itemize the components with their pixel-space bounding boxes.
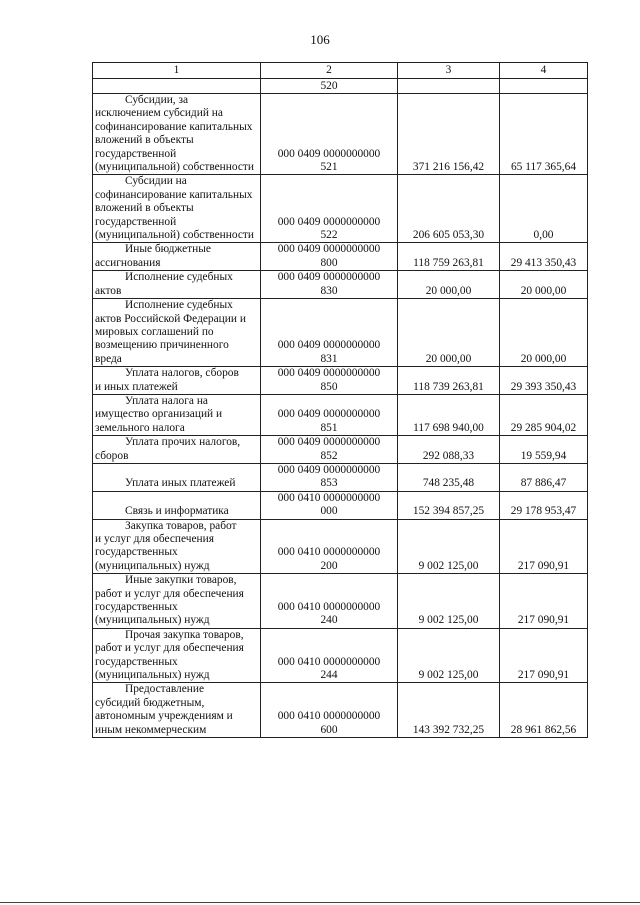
item-name-first-line: Связь и информатика: [125, 505, 229, 518]
table-row: [93, 243, 588, 271]
item-name-continuation: сборов: [95, 449, 129, 462]
budget-code-cell: [261, 491, 398, 519]
budget-code-cell: [261, 367, 398, 395]
budget-code-type: 853: [320, 477, 338, 490]
budget-code-type: 522: [320, 229, 338, 242]
item-name-continuation: актов: [95, 284, 122, 297]
budget-code-cell: [261, 175, 398, 243]
column-number-2: 2: [261, 63, 398, 79]
item-name-continuation: имущество организаций и земельного налога: [95, 408, 223, 434]
amount-column-3: 292 088,33: [398, 436, 500, 464]
item-name-first-line: Иные закупки товаров,: [125, 574, 237, 587]
budget-code-type: 240: [320, 614, 338, 627]
item-name-cell: [93, 491, 261, 519]
budget-code-type: 244: [320, 669, 338, 682]
table-row: [93, 519, 588, 574]
budget-code-main: 000 0409 0000000000: [277, 339, 381, 352]
amount-column-3: 9 002 125,00: [398, 628, 500, 683]
item-name-first-line: Субсидии на: [125, 175, 187, 188]
amount-column-4: 28 961 862,56: [500, 683, 588, 738]
item-name-cell: [93, 367, 261, 395]
item-name-first-line: Прочая закупка товаров,: [125, 628, 244, 641]
table-row: [93, 271, 588, 299]
item-name-cell: [93, 463, 261, 491]
item-name-cell: [93, 683, 261, 738]
item-name-first-line: Иные бюджетные: [125, 243, 211, 256]
amount-column-4: 29 393 350,43: [500, 367, 588, 395]
item-name-first-line: Исполнение судебных: [125, 271, 233, 284]
item-name-continuation: софинансирование капитальных вложений в объекты государственной (муниципальной) собственности: [95, 188, 254, 242]
item-name-first-line: Уплата иных платежей: [125, 477, 236, 490]
continuation-name-cell: [93, 79, 261, 94]
budget-code-cell: [261, 271, 398, 299]
amount-column-3: 9 002 125,00: [398, 574, 500, 629]
continuation-amount-2: [500, 79, 588, 94]
item-name-cell: [93, 394, 261, 435]
budget-code-main: 000 0409 0000000000: [277, 271, 381, 284]
amount-column-4: 0,00: [500, 175, 588, 243]
item-name-cell: [93, 299, 261, 367]
amount-column-4: 29 178 953,47: [500, 491, 588, 519]
budget-code-main: 000 0409 0000000000: [277, 243, 381, 256]
item-name-first-line: Уплата налога на: [125, 394, 208, 407]
item-name-first-line: Исполнение судебных: [125, 299, 233, 312]
budget-code-main: 000 0409 0000000000: [277, 215, 381, 228]
table-row: [93, 367, 588, 395]
item-name-first-line: Предоставление: [125, 683, 205, 696]
budget-code-type: 800: [320, 256, 338, 269]
amount-column-4: 87 886,47: [500, 463, 588, 491]
item-name-cell: [93, 243, 261, 271]
table-header-row: [93, 63, 588, 79]
budget-code-main: 000 0409 0000000000: [277, 463, 381, 476]
amount-column-4: 20 000,00: [500, 299, 588, 367]
budget-code-type: 852: [320, 449, 338, 462]
budget-code-type: 850: [320, 380, 338, 393]
table-row: [93, 394, 588, 435]
page-number: 106: [310, 32, 330, 47]
amount-column-4: 19 559,94: [500, 436, 588, 464]
budget-code-cell: [261, 94, 398, 175]
budget-code-cell: [261, 519, 398, 574]
item-name-cell: [93, 94, 261, 175]
budget-code-type: 521: [320, 161, 338, 174]
amount-column-4: 217 090,91: [500, 628, 588, 683]
amount-column-3: 9 002 125,00: [398, 519, 500, 574]
budget-code-main: 000 0410 0000000000: [277, 710, 381, 723]
table-row: [93, 574, 588, 629]
amount-column-4: 29 285 904,02: [500, 394, 588, 435]
amount-column-3: 20 000,00: [398, 299, 500, 367]
budget-table-body: [93, 63, 588, 738]
amount-column-4: 20 000,00: [500, 271, 588, 299]
budget-code-cell: [261, 436, 398, 464]
amount-column-3: 143 392 732,25: [398, 683, 500, 738]
item-name-continuation: актов Российской Федерации и мировых соглашений по возмещению причиненного вреда: [95, 312, 246, 365]
item-name-continuation: субсидий бюджетным, автономным учреждениям и иным некоммерческим: [95, 696, 233, 736]
amount-column-3: 371 216 156,42: [398, 94, 500, 175]
budget-code-type: 200: [320, 559, 338, 572]
item-name-first-line: Уплата налогов, сборов: [125, 367, 239, 380]
item-name-cell: [93, 436, 261, 464]
item-name-first-line: Закупка товаров, работ: [125, 519, 237, 532]
budget-code-main: 000 0409 0000000000: [277, 367, 381, 380]
table-row: [93, 463, 588, 491]
item-name-continuation: работ и услуг для обеспечения государственных (муниципальных) нужд: [95, 642, 244, 682]
budget-code-cell: [261, 394, 398, 435]
item-name-cell: [93, 519, 261, 574]
item-name-cell: [93, 175, 261, 243]
item-name-first-line: Уплата прочих налогов,: [125, 436, 241, 449]
item-name-cell: [93, 271, 261, 299]
item-name-continuation: работ и услуг для обеспечения государственных (муниципальных) нужд: [95, 587, 244, 627]
budget-code-type: 851: [320, 421, 338, 434]
budget-table: [92, 62, 588, 738]
table-row: [93, 94, 588, 175]
item-name-first-line: Субсидии, за: [125, 94, 189, 106]
budget-code-cell: [261, 628, 398, 683]
table-row: [93, 491, 588, 519]
amount-column-3: 118 759 263,81: [398, 243, 500, 271]
amount-column-3: 118 739 263,81: [398, 367, 500, 395]
budget-code-main: 000 0410 0000000000: [277, 655, 381, 668]
budget-code-cell: [261, 574, 398, 629]
budget-code-cell: [261, 683, 398, 738]
amount-column-4: 217 090,91: [500, 574, 588, 629]
budget-code-cell: [261, 299, 398, 367]
budget-code-main: 000 0409 0000000000: [277, 408, 381, 421]
budget-code-main: 000 0410 0000000000: [277, 491, 381, 504]
amount-column-3: 206 605 053,30: [398, 175, 500, 243]
budget-code-main: 000 0409 0000000000: [277, 147, 381, 160]
table-row: [93, 683, 588, 738]
table-row: [93, 436, 588, 464]
budget-code-type: 600: [320, 723, 338, 736]
item-name-continuation: и услуг для обеспечения государственных (муниципальных) нужд: [95, 533, 214, 572]
budget-code-type: 831: [320, 352, 338, 365]
continuation-amount-1: [398, 79, 500, 94]
amount-column-3: 117 698 940,00: [398, 394, 500, 435]
table-row: [93, 628, 588, 683]
budget-code-main: 000 0410 0000000000: [277, 546, 381, 559]
bottom-rule: [0, 902, 640, 903]
table-row: [93, 175, 588, 243]
budget-code-cell: [261, 243, 398, 271]
budget-code-type: 000: [320, 505, 338, 518]
amount-column-4: 29 413 350,43: [500, 243, 588, 271]
continuation-row: [93, 79, 588, 94]
item-name-cell: [93, 628, 261, 683]
column-number-1: 1: [93, 63, 261, 79]
amount-column-3: 20 000,00: [398, 271, 500, 299]
amount-column-3: 748 235,48: [398, 463, 500, 491]
column-number-3: 3: [398, 63, 500, 79]
budget-code-main: 000 0410 0000000000: [277, 601, 381, 614]
amount-column-4: 217 090,91: [500, 519, 588, 574]
item-name-cell: [93, 574, 261, 629]
item-name-continuation: и иных платежей: [95, 380, 178, 393]
item-name-continuation: ассигнования: [95, 256, 161, 269]
budget-code-type: 830: [320, 284, 338, 297]
budget-code-main: 000 0409 0000000000: [277, 436, 381, 449]
item-name-continuation: исключением субсидий на софинансирование капитальных вложений в объекты государственной (муниципальной) собственности: [95, 107, 254, 174]
column-number-4: 4: [500, 63, 588, 79]
amount-column-4: 65 117 365,64: [500, 94, 588, 175]
amount-column-3: 152 394 857,25: [398, 491, 500, 519]
table-row: [93, 299, 588, 367]
budget-code-cell: [261, 463, 398, 491]
continuation-code: 520: [261, 79, 398, 94]
